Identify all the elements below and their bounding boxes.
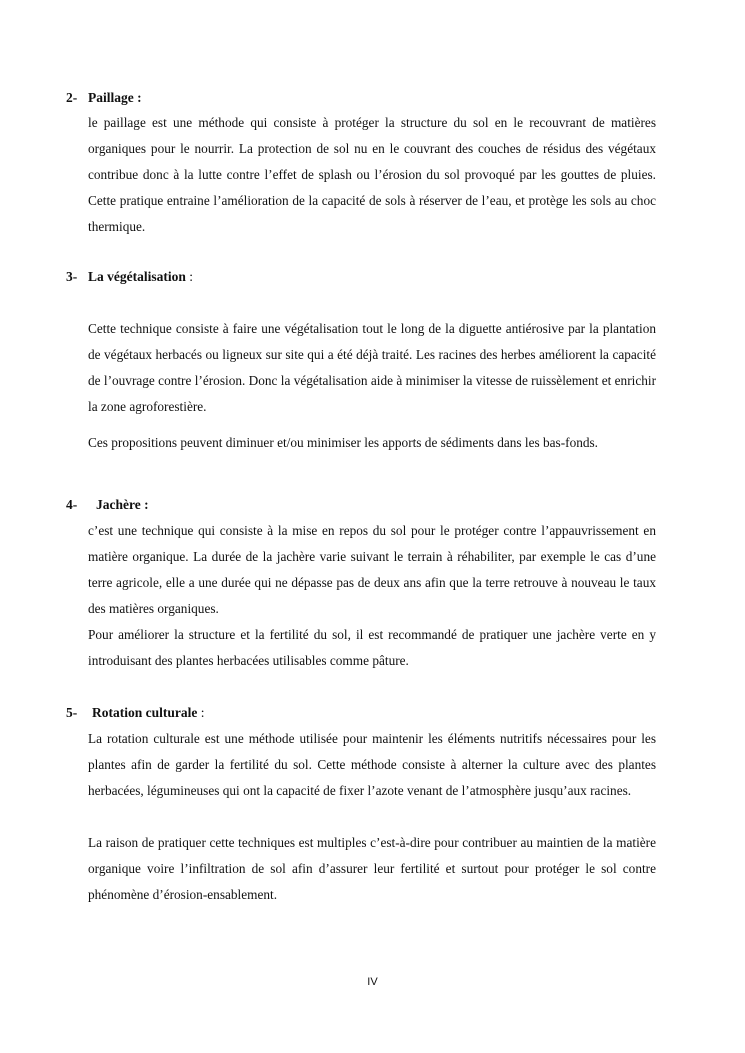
section-paragraph: c’est une technique qui consiste à la mise en repos du sol pour le protéger contre l’appauvrissement en matière organique. La durée de la jachère varie suivant le terrain à réhabiliter, par exemple le cas d’une terre agricole, elle a une durée qui ne dépasse pas de deux ans afin que la terre retrouve à nouveau le taux des matières organiques.: [88, 523, 656, 616]
section-paragraph: Pour améliorer la structure et la fertilité du sol, il est recommandé de pratiquer une jachère verte en y introduisant des plantes herbacées utilisables comme pâture.: [88, 627, 656, 668]
section-title: Rotation culturale: [92, 705, 198, 720]
section-heading-jachere: [66, 496, 149, 514]
section-heading-vegetalisation: [66, 268, 193, 286]
section-title: Paillage: [88, 90, 134, 105]
section-colon: :: [140, 497, 149, 512]
page-number: IV: [367, 976, 378, 988]
section-heading-rotation-culturale: [66, 704, 205, 722]
section-number: 2-: [66, 90, 78, 105]
section-paragraph: Ces propositions peuvent diminuer et/ou minimiser les apports de sédiments dans les bas-fonds.: [88, 435, 599, 450]
section-colon: :: [197, 705, 205, 720]
section-paragraph: le paillage est une méthode qui consiste à protéger la structure du sol en le recouvrant de matières organiques pour le nourrir. La protection de sol nu en le couvrant des couches de résidus des végétaux contribue donc à la lutte contre l’effet de splash ou l’érosion du sol provoqué par les gouttes de pluies. Cette pratique entraine l’amélioration de la capacité de sols à réserver de l’eau, et protège les sols au choc thermique.: [88, 115, 656, 234]
section-number: 4-: [66, 497, 78, 512]
section-paragraph: La raison de pratiquer cette techniques est multiples c’est-à-dire pour contribuer au maintien de la matière organique voire l’infiltration de sol afin d’assurer leur fertilité et surtout pour protéger le sol contre phénomène d’érosion-ensablement.: [88, 835, 656, 902]
section-title: La végétalisation: [88, 269, 186, 284]
section-number: 3-: [66, 269, 78, 284]
section-heading-paillage: [66, 89, 142, 107]
section-paragraph: Cette technique consiste à faire une végétalisation tout le long de la diguette antiérosive par la plantation de végétaux herbacés ou ligneux sur site qui a été déjà traité. Les racines des herbes améliorent la capacité de l’ouvrage contre l’érosion. Donc la végétalisation aide à minimiser la vitesse de ruissèlement et enrichir la zone agroforestière.: [88, 321, 656, 414]
section-colon: :: [185, 269, 194, 284]
section-number: 5-: [66, 705, 78, 720]
section-title: Jachère: [96, 497, 141, 512]
section-paragraph: La rotation culturale est une méthode utilisée pour maintenir les éléments nutritifs nécessaires pour les plantes afin de garder la fertilité du sol. Cette méthode consiste à alterner la culture avec des plantes herbacées, légumineuses qui ont la capacité de fixer l’azote venant de l’atmosphère jusqu’aux racines.: [88, 731, 656, 798]
section-colon: :: [133, 90, 142, 105]
